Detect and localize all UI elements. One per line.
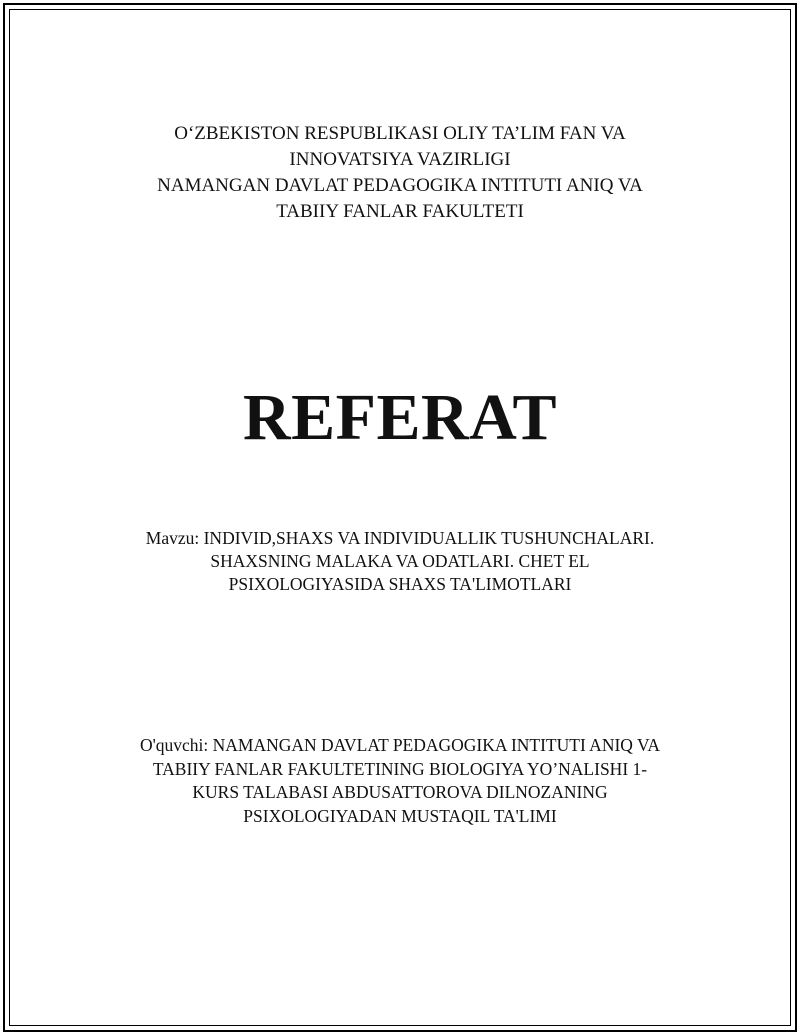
student-line-3: KURS TALABASI ABDUSATTOROVA DILNOZANING — [192, 782, 608, 802]
header-line-2: INNOVATSIYA VAZIRLIGI — [289, 149, 511, 170]
student-line-2: TABIIY FANLAR FAKULTETINING BIOLOGIYA YO’NALISHI 1- — [152, 758, 648, 779]
topic-line-3: PSIXOLOGIYASIDA SHAXS TA'LIMOTLARI — [228, 574, 572, 594]
student-line-4: PSIXOLOGIYADAN MUSTAQIL TA'LIMI — [243, 805, 557, 826]
topic-line-1: Mavzu: INDIVID,SHAXS VA INDIVIDUALLIK TUSHUNCHALARI. — [145, 528, 655, 548]
document-title: REFERAT — [243, 381, 557, 454]
topic-line-2: SHAXSNING MALAKA VA ODATLARI. CHET EL — [210, 551, 590, 571]
header-line-3: NAMANGAN DAVLAT PEDAGOGIKA INTITUTI ANIQ VA — [157, 175, 643, 196]
student-section — [0, 734, 800, 828]
header-line-4: TABIIY FANLAR FAKULTETI — [276, 201, 524, 222]
topic-section — [0, 527, 800, 596]
institution-header — [0, 121, 800, 225]
header-line-1: O‘ZBEKISTON RESPUBLIKASI OLIY TA’LIM FAN VA — [174, 123, 626, 144]
student-line-1: O'quvchi: NAMANGAN DAVLAT PEDAGOGIKA INTITUTI ANIQ VA — [139, 735, 661, 755]
